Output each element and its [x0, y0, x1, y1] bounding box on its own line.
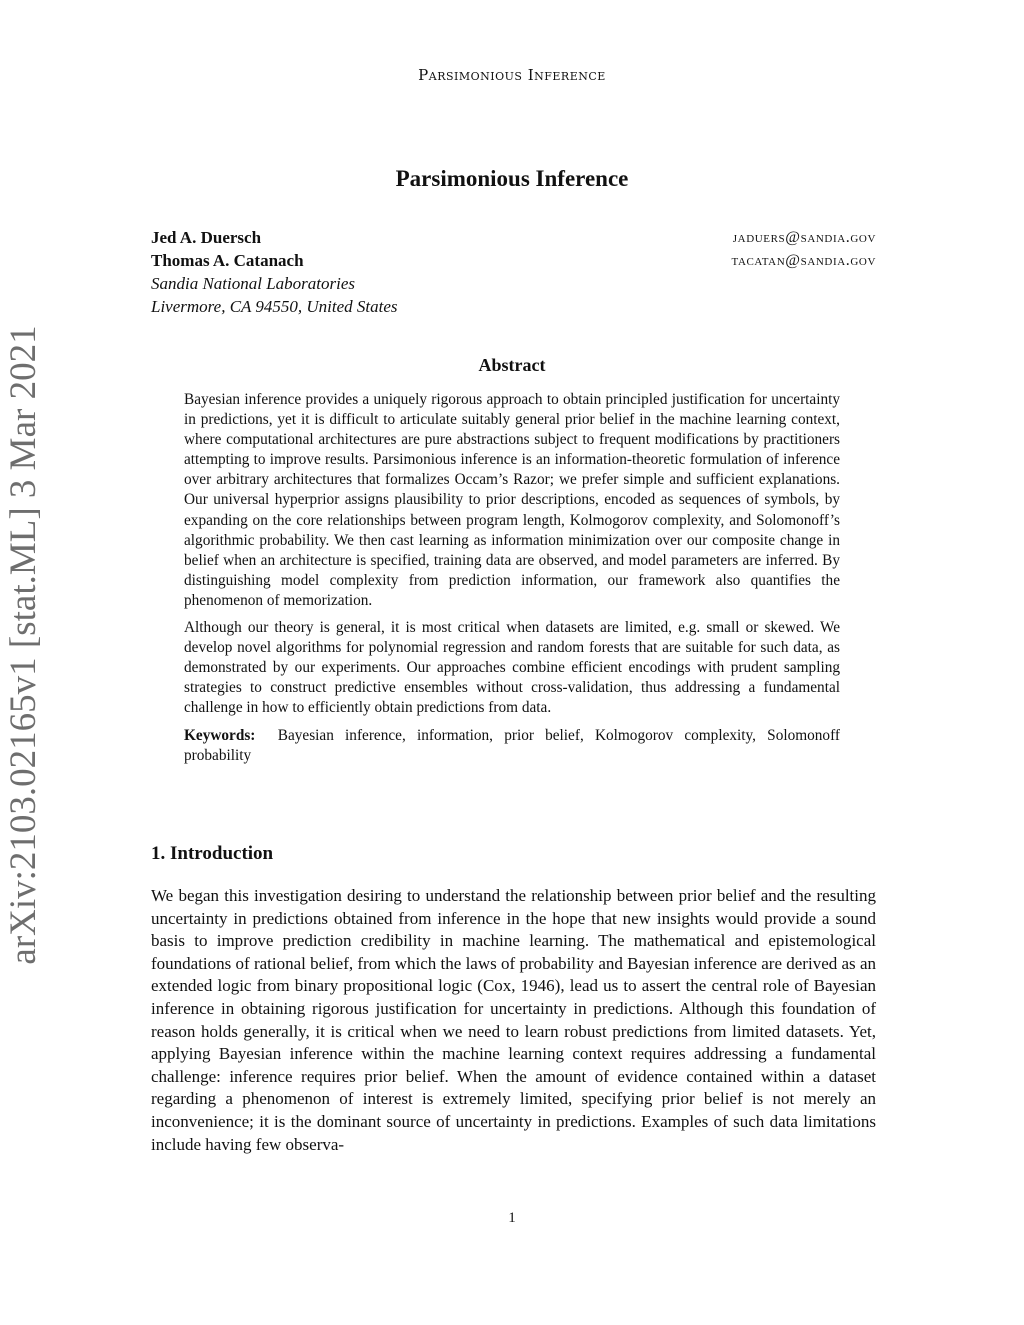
section-body	[151, 885, 876, 1156]
author-block	[151, 226, 876, 318]
author-email: jaduers@sandia.gov	[732, 229, 876, 246]
abstract-body	[184, 390, 840, 773]
section-heading: 1. Introduction	[151, 843, 274, 864]
keywords	[184, 726, 840, 766]
abstract-heading: Abstract	[478, 355, 546, 375]
arxiv-identifier-stamp: arXiv:2103.02165v1 [stat.ML] 3 Mar 2021	[3, 325, 44, 965]
abstract-paragraph: Bayesian inference provides a uniquely rigorous approach to obtain principled justification for uncertainty in predictions, yet it is difficult to articulate suitably general prior belief in the machine learning context, where computational architectures are pure abstractions subject to frequent modifications by practitioners attempting to improve results. Parsimonious inference is an information-theoretic formulation of inference over arbitrary architectures that formalizes Occam’s Razor; we prefer simple and sufficient explanations. Our universal hyperprior assigns plausibility to prior descriptions, encoded as sequences of symbols, by expanding on the core relationships between program length, Kolmogorov complexity, and Solomonoff’s algorithmic probability. We then cast learning as information minimization over our composite change in belief when an architecture is specified, training data are observed, and model parameters are inferred. By distinguishing model complexity from prediction information, our framework also quantifies the phenomenon of memorization.	[184, 391, 840, 609]
abstract-paragraph: Although our theory is general, it is most critical when datasets are limited, e.g. small or skewed. We develop novel algorithms for polynomial regression and random forests that are suitable for such data, as demonstrated by our experiments. Our approaches combine efficient encodings with prudent sampling strategies to construct predictive ensembles without cross-validation, thus addressing a fundamental challenge in how to efficiently obtain predictions from data.	[184, 619, 840, 717]
keywords-list: Bayesian inference, information, prior belief, Kolmogorov complexity, Solomonoff probability	[184, 726, 840, 764]
author-email: tacatan@sandia.gov	[731, 252, 876, 269]
keywords-label: Keywords:	[184, 726, 256, 744]
affiliation-address: Livermore, CA 94550, United States	[151, 297, 398, 316]
author-name: Jed A. Duersch	[151, 228, 262, 247]
author-row	[151, 249, 876, 272]
affiliation-institution: Sandia National Laboratories	[151, 274, 356, 293]
running-head: Parsimonious Inference	[418, 66, 606, 84]
page-number: 1	[508, 1210, 516, 1226]
author-row	[151, 226, 876, 249]
author-name: Thomas A. Catanach	[151, 251, 304, 270]
paper-title: Parsimonious Inference	[395, 166, 629, 191]
body-paragraph: We began this investigation desiring to understand the relationship between prior belief and the resulting uncertainty in predictions obtained from inference in the hope that new insights would provide a sound basis to improve prediction credibility in machine learning. The mathematical and epistemological foundations of rational belief, from which the laws of probability and Bayesian inference are derived as an extended logic from binary propositional logic (Cox, 1946), lead us to assert the central role of Bayesian inference in obtaining rigorous justification for uncertainty in predictions. Although this foundation of reason holds generally, it is critical when we need to learn robust predictions from limited datasets. Yet, applying Bayesian inference within the machine learning context requires addressing a fundamental challenge: inference requires prior belief. When the amount of evidence contained within a dataset regarding a phenomenon of interest is extremely limited, specifying prior belief is not merely an inconvenience; it is the dominant source of uncertainty in predictions. Examples of such data limitations include having few observa-	[151, 886, 876, 1154]
